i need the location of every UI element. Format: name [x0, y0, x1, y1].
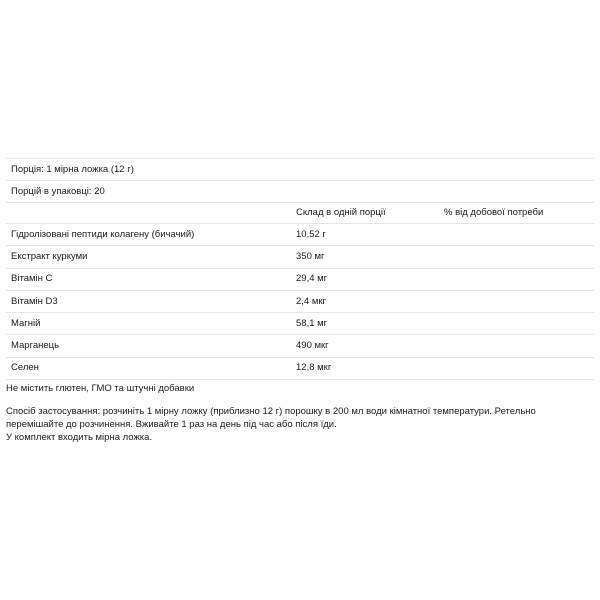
- table-header-row: [6, 203, 594, 224]
- nutrient-name: Селен: [11, 362, 39, 374]
- product-notes: [6, 382, 594, 444]
- nutrient-name: Екстракт куркуми: [11, 250, 88, 262]
- serving-size: Порція: 1 мірна ложка (12 г): [11, 163, 134, 175]
- nutrient-name: Магній: [11, 317, 41, 329]
- table-row: [6, 335, 594, 357]
- nutrient-name: Вітамін С: [11, 273, 53, 285]
- header-amount: Склад в одній порції: [296, 207, 386, 218]
- nutrient-amount: 12,8 мкг: [296, 362, 332, 374]
- table-row: [6, 246, 594, 268]
- nutrient-amount: 10,52 г: [296, 228, 326, 240]
- free-from-note: Не містить глютен, ГМО та штучні добавки: [6, 383, 195, 394]
- usage-line-1: Спосіб застосування: розчиніть 1 мірну ложку (приблизно 12 г) порошку в 200 мл води кімнатної температури. Ретельно: [6, 406, 536, 417]
- usage-line-2: перемішайте до розчинення. Вживайте 1 раз на день під час або після їди.: [6, 419, 337, 430]
- table-row: [6, 313, 594, 335]
- nutrient-name: Гідролізовані пептиди колагену (бичачий): [11, 228, 195, 240]
- serving-size-row: [6, 158, 594, 181]
- servings-per-container: Порцій в упаковці: 20: [11, 185, 105, 197]
- table-row: [6, 269, 594, 291]
- header-daily-value: % від добової потреби: [444, 207, 544, 218]
- nutrient-amount: 2,4 мкг: [296, 295, 326, 307]
- table-row: [6, 224, 594, 246]
- usage-line-3: У комплект входить мірна ложка.: [6, 432, 153, 443]
- table-row: [6, 358, 594, 380]
- nutrient-amount: 350 мг: [296, 250, 325, 262]
- nutrient-amount: 29,4 мг: [296, 273, 328, 285]
- nutrition-panel: [6, 158, 594, 380]
- servings-per-container-row: [6, 181, 594, 203]
- nutrient-amount: 58,1 мг: [296, 317, 328, 329]
- table-row: [6, 291, 594, 313]
- nutrient-name: Вітамін D3: [11, 295, 58, 307]
- nutrient-name: Марганець: [11, 340, 60, 352]
- nutrient-amount: 490 мкг: [296, 340, 329, 352]
